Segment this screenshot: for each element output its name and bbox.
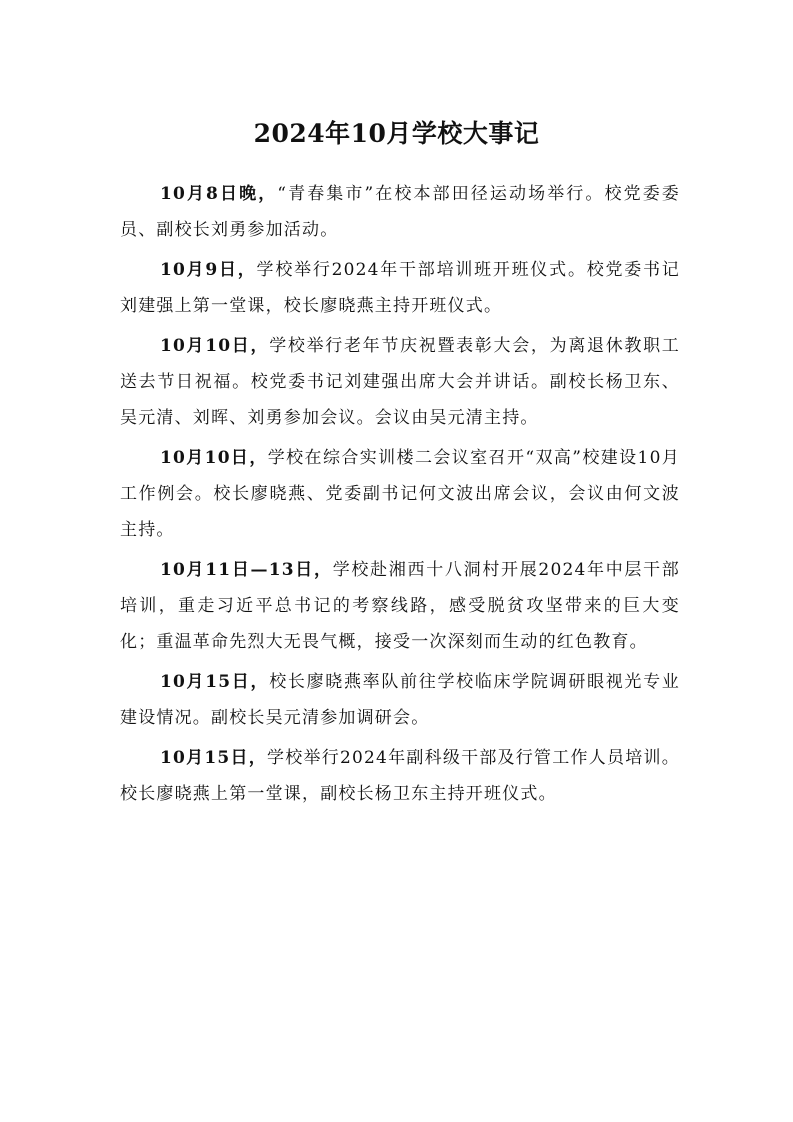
event-date: 10月10日， bbox=[160, 448, 268, 468]
event-text: “青春集市”在校本部田径运动场举行。校党委委员、副校长刘勇参加活动。 bbox=[120, 184, 680, 240]
event-text: 校长廖晓燕率队前往学校临床学院调研眼视光专业建设情况。副校长吴元清参加调研会。 bbox=[120, 672, 681, 728]
event-date: 10月10日， bbox=[160, 336, 270, 356]
event-date: 10月15日， bbox=[160, 748, 267, 768]
event-entry-2 bbox=[120, 252, 680, 324]
event-entry-1 bbox=[120, 176, 680, 248]
event-entry-3 bbox=[120, 328, 680, 436]
event-text: 学校举行老年节庆祝暨表彰大会，为离退休教职工送去节日祝福。校党委书记刘建强出席大会并讲话。副校长杨卫东、吴元清、刘晖、刘勇参加会议。会议由吴元清主持。 bbox=[120, 336, 681, 428]
event-date: 10月9日， bbox=[160, 260, 257, 280]
event-list bbox=[120, 176, 680, 816]
event-text: 学校在综合实训楼二会议室召开“双高”校建设10月工作例会。校长廖晓燕、党委副书记何文波出席会议，会议由何文波主持。 bbox=[120, 448, 680, 540]
event-entry-5 bbox=[120, 552, 680, 660]
event-text: 学校赴湘西十八洞村开展2024年中层干部培训，重走习近平总书记的考察线路，感受脱贫攻坚带来的巨大变化；重温革命先烈大无畏气概，接受一次深刻而生动的红色教育。 bbox=[120, 560, 681, 652]
event-entry-7 bbox=[120, 740, 680, 812]
event-text: 学校举行2024年副科级干部及行管工作人员培训。校长廖晓燕上第一堂课，副校长杨卫东主持开班仪式。 bbox=[120, 748, 680, 804]
event-entry-4 bbox=[120, 440, 680, 548]
event-text: 学校举行2024年干部培训班开班仪式。校党委书记刘建强上第一堂课，校长廖晓燕主持开班仪式。 bbox=[120, 260, 680, 316]
document-title: 2024年10月学校大事记 bbox=[253, 118, 540, 148]
event-date: 10月15日， bbox=[160, 672, 270, 692]
event-date: 10月8日晚， bbox=[160, 184, 278, 204]
event-date: 10月11日—13日， bbox=[160, 560, 333, 580]
event-entry-6 bbox=[120, 664, 680, 736]
